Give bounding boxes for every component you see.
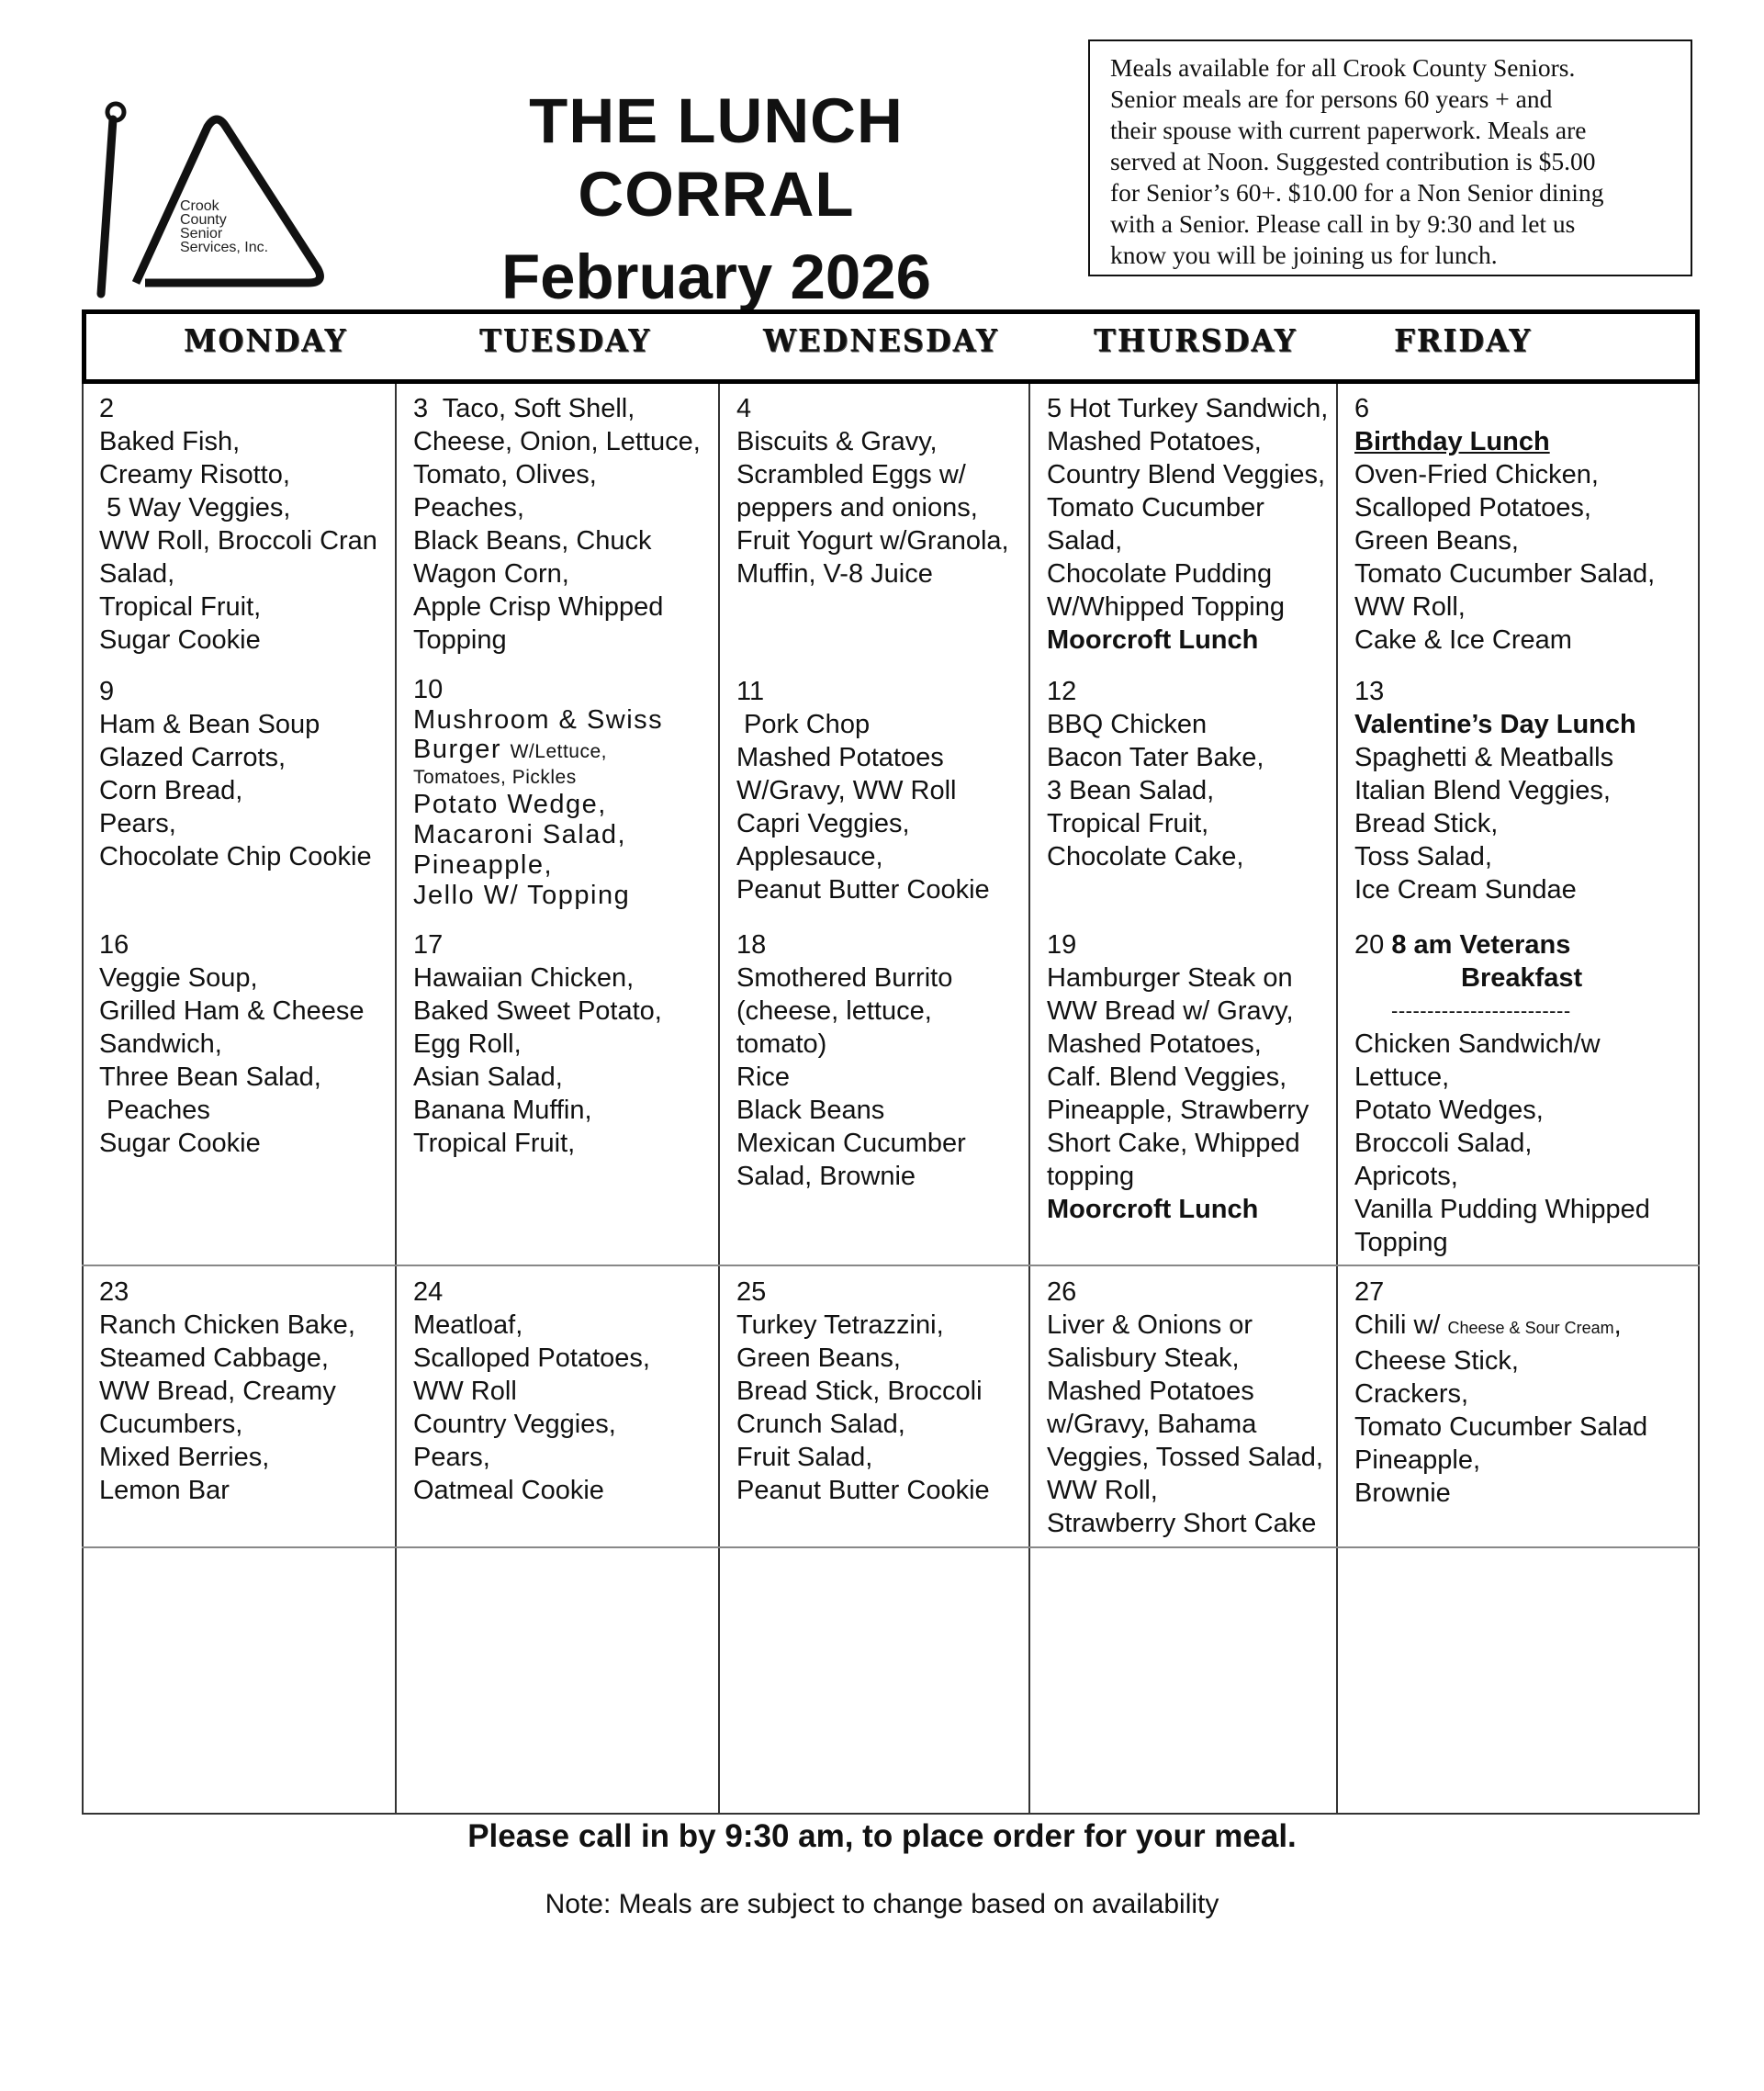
day-cell (1354, 928, 1650, 1259)
day-cell (99, 675, 372, 873)
menu-item: WW Roll (413, 1377, 517, 1406)
day-number: 6 (1354, 394, 1370, 423)
menu-item: Steamed Cabbage, (99, 1343, 329, 1373)
menu-item: Lemon Bar (99, 1476, 230, 1505)
menu-item: peppers and onions, (736, 493, 978, 523)
title-block (386, 84, 1047, 314)
menu-item: Cheese, Onion, Lettuce, (413, 427, 701, 456)
menu-item: Banana Muffin, (413, 1096, 592, 1125)
menu-item: Chocolate Cake, (1047, 842, 1244, 871)
menu-item: Chicken Sandwich/w (1354, 1029, 1601, 1059)
menu-item-note: Tomatoes, Pickles (413, 767, 577, 788)
menu-item: Scrambled Eggs w/ (736, 460, 966, 489)
page-subtitle: February 2026 (501, 242, 931, 312)
menu-item: Biscuits & Gravy, (736, 427, 938, 456)
day-cell (99, 928, 365, 1160)
menu-item: WW Roll, Broccoli Cran (99, 526, 377, 556)
menu-item: topping (1047, 1162, 1135, 1191)
day-cell (1354, 675, 1636, 906)
menu-item (413, 736, 663, 766)
menu-item: Mashed Potatoes (1047, 1377, 1254, 1406)
logo-text (180, 199, 268, 254)
grid-line (82, 1546, 1700, 1548)
menu-item: Potato Wedges, (1354, 1096, 1544, 1125)
menu-item: w/Gravy, Bahama (1047, 1410, 1257, 1439)
menu-item: Apricots, (1354, 1162, 1458, 1191)
day-cell (736, 1276, 990, 1507)
grid-line (82, 1265, 1700, 1266)
menu-item: Jello W/ Topping (413, 881, 631, 910)
menu-item-note: Cheese & Sour Cream (1447, 1319, 1614, 1337)
menu-item: Smothered Burrito (736, 963, 953, 993)
day-cell (736, 392, 1009, 590)
menu-item: Tomato Cucumber Salad, (1354, 559, 1656, 589)
menu-item: Italian Blend Veggies, (1354, 776, 1611, 805)
menu-item: Chocolate Pudding (1047, 559, 1273, 589)
menu-item: Pork Chop (736, 710, 871, 739)
menu-item: Scalloped Potatoes, (1354, 493, 1591, 523)
menu-item: Liver & Onions or (1047, 1310, 1253, 1340)
menu-item: Mushroom & Swiss (413, 705, 664, 735)
menu-item: Salisbury Steak, (1047, 1343, 1240, 1373)
menu-item: Ham & Bean Soup (99, 710, 320, 739)
menu-item: Hawaiian Chicken, (413, 963, 635, 993)
menu-item: Pears, (413, 1443, 490, 1472)
menu-item: Fruit Yogurt w/Granola, (736, 526, 1009, 556)
day-header-friday: FRIDAY (1394, 322, 1533, 359)
menu-item: Three Bean Salad, (99, 1062, 321, 1092)
menu-item: Oatmeal Cookie (413, 1476, 604, 1505)
menu-item: Pineapple, (1354, 1445, 1481, 1475)
menu-item: Topping (413, 625, 507, 655)
menu-item: Rice (736, 1062, 791, 1092)
menu-item: Egg Roll, (413, 1029, 522, 1059)
menu-item: Muffin, V-8 Juice (736, 559, 933, 589)
menu-item: Brownie (1354, 1478, 1451, 1508)
menu-item: W/Gravy, WW Roll (736, 776, 957, 805)
menu-item: Ranch Chicken Bake, (99, 1310, 355, 1340)
menu-item: Bacon Tater Bake, (1047, 743, 1264, 772)
menu-item: Salad, (1047, 526, 1123, 556)
logo-line: Senior (180, 226, 223, 242)
calendar-grid (82, 384, 1700, 1815)
menu-item: Tropical Fruit, (413, 1129, 576, 1158)
menu-item: Spaghetti & Meatballs (1354, 743, 1614, 772)
menu-item: Glazed Carrots, (99, 743, 287, 772)
menu-item: Crackers, (1354, 1379, 1469, 1409)
menu-item: Macaroni Salad, (413, 820, 627, 849)
menu-item: Veggie Soup, (99, 963, 258, 993)
day-cell (413, 1276, 650, 1507)
divider: ------------------------- (1391, 999, 1571, 1022)
day-cell (413, 675, 663, 911)
notice-line: know you will be joining us for lunch. (1110, 241, 1498, 269)
menu-item: Baked Fish, (99, 427, 241, 456)
menu-item: Tomato Cucumber (1047, 493, 1264, 523)
availability-note: Note: Meals are subject to change based on availability (545, 1889, 1219, 1919)
menu-item: Tomato, Olives, (413, 460, 597, 489)
grid-line (1336, 384, 1338, 1815)
call-in-reminder: Please call in by 9:30 am, to place order for your meal. (467, 1818, 1297, 1854)
menu-item: 5 Way Veggies, (99, 493, 291, 523)
menu-item: Green Beans, (1354, 526, 1519, 556)
day-cell (99, 392, 377, 657)
day-number: 17 (413, 930, 444, 960)
notice-line: Meals available for all Crook County Seniors. (1110, 53, 1576, 82)
menu-item: Vanilla Pudding Whipped (1354, 1195, 1650, 1224)
menu-item: Sugar Cookie (99, 1129, 261, 1158)
menu-item: 3 Bean Salad, (1047, 776, 1215, 805)
day-number: 12 (1047, 677, 1077, 706)
day-header-tuesday: TUESDAY (479, 322, 652, 359)
menu-item: Mixed Berries, (99, 1443, 270, 1472)
menu-item: Bread Stick, Broccoli (736, 1377, 983, 1406)
menu-item: Fruit Salad, (736, 1443, 873, 1472)
menu-item: WW Roll, (1354, 592, 1466, 622)
menu-item: Scalloped Potatoes, (413, 1343, 650, 1373)
menu-item: Cake & Ice Cream (1354, 625, 1572, 655)
menu-item: WW Bread, Creamy (99, 1377, 336, 1406)
day-number: 2 (99, 394, 115, 423)
menu-item: Crunch Salad, (736, 1410, 905, 1439)
day-cell (736, 675, 990, 906)
menu-item: Country Blend Veggies, (1047, 460, 1326, 489)
day-cell (736, 928, 966, 1193)
special-event-label: Moorcroft Lunch (1047, 625, 1259, 655)
day-cell (1047, 1276, 1323, 1540)
menu-item: Tropical Fruit, (1047, 809, 1209, 838)
menu-item: Cucumbers, (99, 1410, 243, 1439)
menu-item: Country Veggies, (413, 1410, 616, 1439)
day-number: 18 (736, 930, 767, 960)
menu-item: Turkey Tetrazzini, (736, 1310, 944, 1340)
menu-item: Mashed Potatoes, (1047, 1029, 1262, 1059)
menu-item: Capri Veggies, (736, 809, 910, 838)
special-event-label: Moorcroft Lunch (1047, 1195, 1259, 1224)
menu-item: W/Whipped Topping (1047, 592, 1286, 622)
day-number: 25 (736, 1277, 767, 1307)
grid-line (82, 384, 84, 1815)
menu-item: Wagon Corn, (413, 559, 569, 589)
day-cell (1354, 392, 1655, 657)
menu-item: Black Beans, Chuck (413, 526, 652, 556)
logo-line: County (180, 212, 227, 228)
menu-item: Sugar Cookie (99, 625, 261, 655)
special-event-label: Valentine’s Day Lunch (1354, 710, 1636, 739)
menu-item: Meatloaf, (413, 1310, 523, 1340)
menu-item: Peaches (99, 1096, 210, 1125)
menu-item: WW Roll, (1047, 1476, 1158, 1505)
notice-line: for Senior’s 60+. $10.00 for a Non Senior dining (1110, 178, 1604, 207)
menu-item: Mashed Potatoes, (1047, 427, 1262, 456)
menu-item: Tomato Cucumber Salad (1354, 1412, 1648, 1442)
notice-line: their spouse with current paperwork. Meals are (1110, 116, 1587, 144)
special-event-label: Breakfast (1461, 963, 1583, 993)
menu-item: Potato Wedge, (413, 790, 607, 819)
menu-item: Asian Salad, (413, 1062, 563, 1092)
menu-item: Topping (1354, 1228, 1448, 1257)
menu-item: tomato) (736, 1029, 827, 1059)
grid-line (395, 384, 397, 1815)
notice-line: Senior meals are for persons 60 years + and (1110, 84, 1553, 113)
menu-item: Green Beans, (736, 1343, 901, 1373)
logo-line: Services, Inc. (180, 240, 269, 255)
menu-item: Veggies, Tossed Salad, (1047, 1443, 1323, 1472)
day-number: 13 (1354, 677, 1385, 706)
menu-item: Apple Crisp Whipped (413, 592, 664, 622)
day-number: 11 (736, 677, 765, 706)
grid-line (82, 1813, 1700, 1815)
day-number: 16 (99, 930, 129, 960)
menu-item: Tropical Fruit, (99, 592, 262, 622)
special-event-label: 8 am Veterans (1391, 930, 1571, 960)
grid-line (718, 384, 720, 1815)
menu-item: Mashed Potatoes (736, 743, 944, 772)
menu-item: Lettuce, (1354, 1062, 1450, 1092)
day-number: 26 (1047, 1277, 1077, 1307)
page-title: THE LUNCH CORRAL (529, 85, 904, 230)
grid-line (1028, 384, 1030, 1815)
day-header-wednesday: WEDNESDAY (763, 322, 999, 359)
menu-item: Pineapple, (413, 850, 554, 880)
day-cell (413, 928, 662, 1160)
menu-item: Applesauce, (736, 842, 883, 871)
day-number: 27 (1354, 1277, 1385, 1307)
day-cell (413, 392, 701, 657)
menu-item-text: , (1613, 1310, 1622, 1340)
menu-item: Mexican Cucumber (736, 1129, 966, 1158)
day-number: 19 (1047, 930, 1077, 960)
menu-item: Pears, (99, 809, 176, 838)
special-event-heading (1354, 928, 1650, 961)
menu-item: Oven-Fried Chicken, (1354, 460, 1599, 489)
menu-item: 3 Taco, Soft Shell, (413, 394, 635, 423)
day-cell (1047, 928, 1309, 1226)
menu-item: Peanut Butter Cookie (736, 1476, 990, 1505)
menu-item: Peanut Butter Cookie (736, 875, 990, 905)
menu-item: Peaches, (413, 493, 524, 523)
menu-item: Broccoli Salad, (1354, 1129, 1533, 1158)
menu-item (1354, 1309, 1647, 1344)
grid-line (1698, 384, 1700, 1815)
logo-line: Crook (180, 198, 219, 214)
menu-item: Ice Cream Sundae (1354, 875, 1577, 905)
menu-item: WW Bread w/ Gravy, (1047, 996, 1294, 1026)
menu-item-note: W/Lettuce, (510, 741, 607, 762)
menu-item: Salad, (99, 559, 175, 589)
menu-item: Toss Salad, (1354, 842, 1492, 871)
day-number: 20 (1354, 930, 1392, 960)
menu-item: Black Beans (736, 1096, 885, 1125)
day-number: 24 (413, 1277, 444, 1307)
notice-line: with a Senior. Please call in by 9:30 and let us (1110, 209, 1576, 238)
menu-item: Pineapple, Strawberry (1047, 1096, 1309, 1125)
day-number: 9 (99, 677, 115, 706)
menu-item: Cheese Stick, (1354, 1346, 1519, 1376)
menu-item: Chocolate Chip Cookie (99, 842, 372, 871)
menu-item: Strawberry Short Cake (1047, 1509, 1317, 1538)
menu-item-text: Burger (413, 735, 511, 764)
day-cell (1047, 392, 1328, 657)
menu-item: 5 Hot Turkey Sandwich, (1047, 394, 1329, 423)
day-cell (99, 1276, 355, 1507)
menu-item: Calf. Blend Veggies, (1047, 1062, 1287, 1092)
menu-item: Hamburger Steak on (1047, 963, 1293, 993)
menu-item: BBQ Chicken (1047, 710, 1208, 739)
day-header-monday: MONDAY (184, 322, 348, 359)
menu-item: Bread Stick, (1354, 809, 1499, 838)
menu-item: Creamy Risotto, (99, 460, 290, 489)
menu-item: (cheese, lettuce, (736, 996, 932, 1026)
meal-notice-box (1088, 39, 1692, 276)
day-number: 4 (736, 394, 752, 423)
menu-item: Short Cake, Whipped (1047, 1129, 1300, 1158)
day-header-thursday: THURSDAY (1094, 322, 1298, 359)
menu-item: Salad, Brownie (736, 1162, 916, 1191)
menu-item: Sandwich, (99, 1029, 222, 1059)
menu-item: Grilled Ham & Cheese (99, 996, 365, 1026)
notice-line: served at Noon. Suggested contribution is $5.00 (1110, 147, 1596, 175)
day-cell (1047, 675, 1264, 873)
day-cell (1354, 1276, 1647, 1510)
special-event-label: Birthday Lunch (1354, 427, 1550, 456)
day-number: 10 (413, 675, 444, 704)
menu-item: Corn Bread, (99, 776, 243, 805)
menu-item-text: Chili w/ (1354, 1310, 1448, 1340)
weekday-header (82, 309, 1700, 384)
menu-item: Baked Sweet Potato, (413, 996, 662, 1026)
day-number: 23 (99, 1277, 129, 1307)
